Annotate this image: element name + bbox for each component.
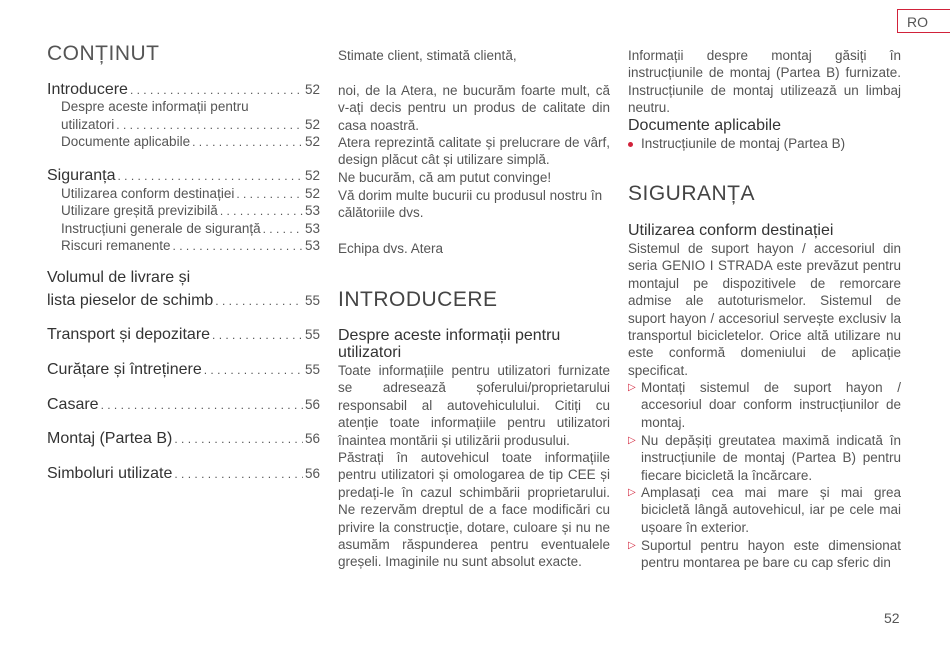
signature-line: Echipa dvs. Atera xyxy=(338,241,444,256)
toc-entry[interactable]: lista pieselor de schimb . . . 55 xyxy=(47,292,320,310)
page-number: 52 xyxy=(884,610,900,626)
toc-entry[interactable]: Montaj (Partea B) . . . 56 xyxy=(47,430,320,448)
montage-info-paragraph: Informații despre montaj găsiți în instrucțiunile de montaj (Partea B) furnizate. Instrucțiunile de montaj utilizează un limbaj neutru. xyxy=(628,48,901,116)
toc-subentry[interactable]: Despre aceste informații pentru xyxy=(61,99,249,114)
bullet-dot-icon xyxy=(628,142,633,147)
instruction-item: ▷ Suportul pentru hayon este dimensionat pentru montarea pe bare cu cap sferic din xyxy=(628,538,901,571)
toc-subentry[interactable]: Documente aplicabile . . . 52 xyxy=(47,134,320,149)
triangle-right-icon: ▷ xyxy=(628,435,636,446)
toc-entry[interactable]: Simboluri utilizate . . . 56 xyxy=(47,465,320,483)
convince-line: Ne bucurăm, că am putut convinge! xyxy=(338,170,552,185)
triangle-right-icon: ▷ xyxy=(628,382,636,393)
usage-heading: Utilizarea conform destinației xyxy=(628,222,834,239)
toc-entry[interactable]: Siguranța . . . 52 xyxy=(47,167,320,185)
about-paragraph-2: Păstrați în autovehicul toate informațiile pentru utilizatori și omologarea de tip CEE și predați-le în cazul schimbării proprietarului. Ne rezervăm dreptul de a face modificări cu privire la construcție, dotare, culoare și nu ne asumăm răspunderea pentru eventualele greșeli. Imaginile nu sunt absolut exacte. xyxy=(338,450,610,570)
toc-title: CONȚINUT xyxy=(47,42,160,65)
toc-entry[interactable]: Volumul de livrare și xyxy=(47,269,191,286)
about-heading: Despre aceste informații pentru utilizatori xyxy=(338,327,561,361)
instruction-item: ▷ Nu depășiți greutatea maximă indicată în instrucțiunile de montaj (Partea B) pentru fiecare bicicletă la încărcare. xyxy=(628,433,901,483)
quality-paragraph: Atera reprezintă calitate și prelucrare de vârf, design plăcut cât și utilizare simplă. xyxy=(338,135,610,168)
introduction-heading: INTRODUCERE xyxy=(338,288,498,311)
toc-subentry[interactable]: Utilizarea conform destinației . . . 52 xyxy=(47,186,320,201)
language-tab: RO xyxy=(897,9,950,33)
safety-heading: SIGURANȚA xyxy=(628,182,756,205)
toc-entry[interactable]: Transport și depozitare . . . 55 xyxy=(47,326,320,344)
wish-paragraph: Vă dorim multe bucurii cu produsul nostru în călătoriile dvs. xyxy=(338,188,603,221)
welcome-paragraph: noi, de la Atera, ne bucurăm foarte mult, că v-ați decis pentru un produs de calitate din casa noastră. xyxy=(338,83,610,133)
about-paragraph-1: Toate informațiile pentru utilizatori furnizate se adresează șoferului/proprietarului responsabil al autovehiculului. Citiți cu atenție toate informațiile pentru utilizatori înaintea montării și utilizării produsului. xyxy=(338,363,610,448)
toc-entry[interactable]: Curățare și întreținere . . . 55 xyxy=(47,361,320,379)
documents-list-item: Instrucțiunile de montaj (Partea B) xyxy=(628,135,901,152)
triangle-right-icon: ▷ xyxy=(628,540,636,551)
triangle-right-icon: ▷ xyxy=(628,487,636,498)
documents-heading: Documente aplicabile xyxy=(628,117,781,134)
toc-entry[interactable]: Casare . . . 56 xyxy=(47,396,320,414)
instruction-item: ▷ Montați sistemul de suport hayon / accesoriul doar conform instrucțiunilor de montaj. xyxy=(628,380,901,430)
toc-subentry[interactable]: Riscuri remanente . . . 53 xyxy=(47,238,320,253)
usage-paragraph: Sistemul de suport hayon / accesoriul din seria GENIO I STRADA este prevăzut pentru montajul pe dispozitivele de remorcare admise ale autoturismelor. Sistemul de suport hayon / accesoriul servește exclusiv la transportul bicicletelor. Orice altă utilizare nu este conformă domeniului de aplicație specificat. xyxy=(628,241,901,378)
toc-entry[interactable]: Introducere . . . 52 xyxy=(47,81,320,99)
toc-subentry[interactable]: Utilizare greșită previzibilă . . . 53 xyxy=(47,203,320,218)
greeting: Stimate client, stimată clientă, xyxy=(338,48,517,63)
instruction-item: ▷ Amplasați cea mai mare și mai grea bicicletă lângă autovehicul, iar pe cele mai ușoare în exterior. xyxy=(628,485,901,535)
toc-subentry[interactable]: utilizatori . . . 52 xyxy=(47,117,320,132)
toc-subentry[interactable]: Instrucțiuni generale de siguranță . . . 53 xyxy=(47,221,320,236)
